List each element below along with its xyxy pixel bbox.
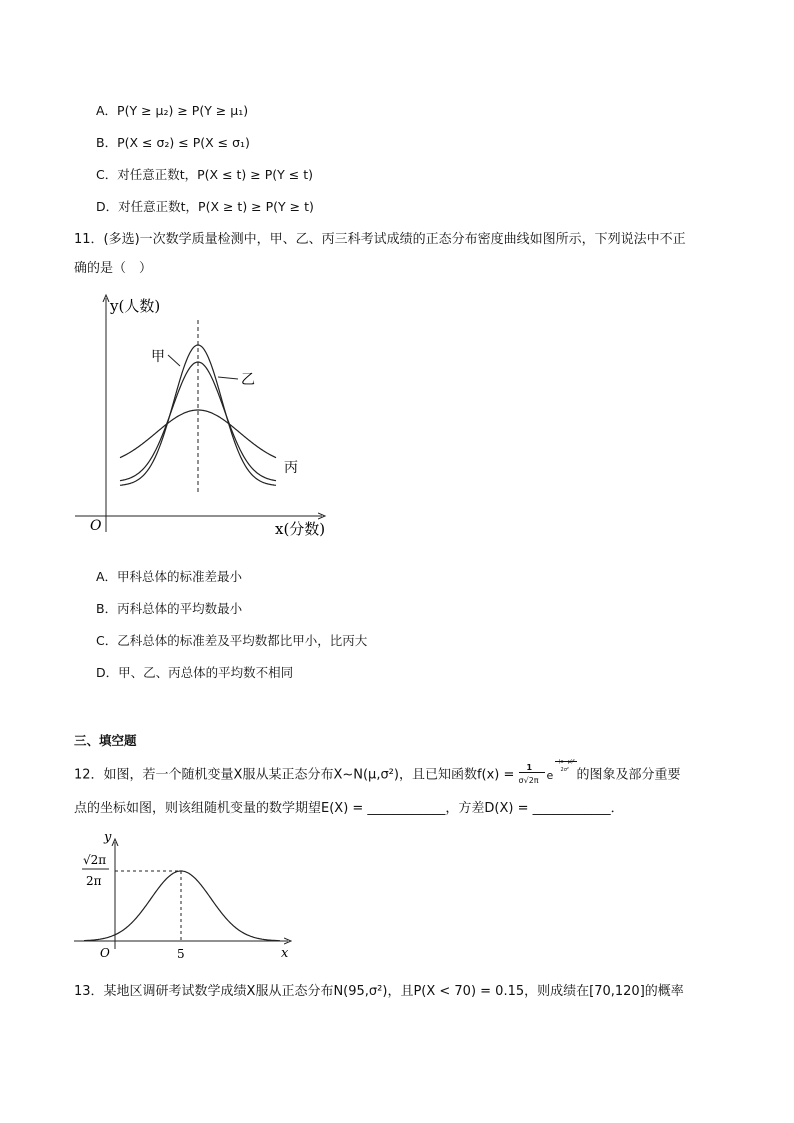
q11-x-axis-label: x(分数) [275,520,326,538]
q10-option-b: B．P(X ≤ σ₂) ≤ P(X ≤ σ₁) [96,135,250,150]
q11-stem-line2: 确的是（ ） [74,261,153,276]
q11-jia-leader [168,355,180,366]
q10-option-c: C．对任意正数t，P(X ≤ t) ≥ P(Y ≤ t) [96,167,313,182]
q11-y-axis-label: y(人数) [110,297,161,315]
q12-exp-base: e [546,769,554,782]
q11-stem-line1: 11．(多选)一次数学质量检测中，甲、乙、丙三科考试成绩的正态分布密度曲线如图所示，下列说法中不正 [74,232,686,247]
q11-option-c: C．乙科总体的标准差及平均数都比甲小，比丙大 [96,633,368,648]
q12-exp-num: (x−μ)² [558,759,575,765]
q12-stem-line2: 点的坐标如图，则该组随机变量的数学期望E(X) = ____________，方差D(X) = ____________． [74,801,624,816]
q11-label-jia: 甲 [151,349,165,365]
q10-option-a: A．P(Y ≥ μ₂) ≥ P(Y ≥ μ₁) [96,103,249,118]
q11-origin-label: O [90,518,102,534]
q11-curve-jia [120,345,276,485]
q12-exp-den: 2σ² [560,767,569,773]
section-title: 三、填空题 [74,733,137,748]
q12-frac-num: 1 [526,763,533,772]
q11-label-yi: 乙 [241,372,255,388]
q12-origin-label: O [100,946,110,960]
q11-normal-curves-figure [70,290,340,545]
q10-option-d: D．对任意正数t，P(X ≥ t) ≥ P(Y ≥ t) [96,199,314,214]
q12-peak-den: 2π [86,874,102,888]
q11-option-d: D．甲、乙、丙总体的平均数不相同 [96,665,294,680]
q12-normal-curve-figure [70,825,295,963]
q12-y-label: y [104,830,112,845]
q11-label-bing: 丙 [284,460,298,476]
q12-peak-num: √2π [83,853,107,867]
q11-option-b: B．丙科总体的平均数最小 [96,601,243,616]
q12-density-curve [84,871,280,941]
q13-stem-line1: 13．某地区调研考试数学成绩X服从正态分布N(95,σ²)，且P(X < 70) = 0.15，则成绩在[70,120]的概率 [74,984,684,999]
q12-x-label: x [281,946,289,961]
q12-frac-den: σ√2π [518,776,539,785]
q12-stem-part1: 12．如图，若一个随机变量X服从某正态分布X~N(μ,σ²)，且已知函数f(x) = [74,767,519,783]
q12-x-tick-5: 5 [177,947,185,961]
q12-stem-line1 [74,759,681,785]
q11-yi-leader [218,377,238,379]
q12-stem-part2: 的图象及部分重要 [576,767,681,783]
q12-formula [518,759,577,785]
q11-option-a: A．甲科总体的标准差最小 [96,569,243,584]
